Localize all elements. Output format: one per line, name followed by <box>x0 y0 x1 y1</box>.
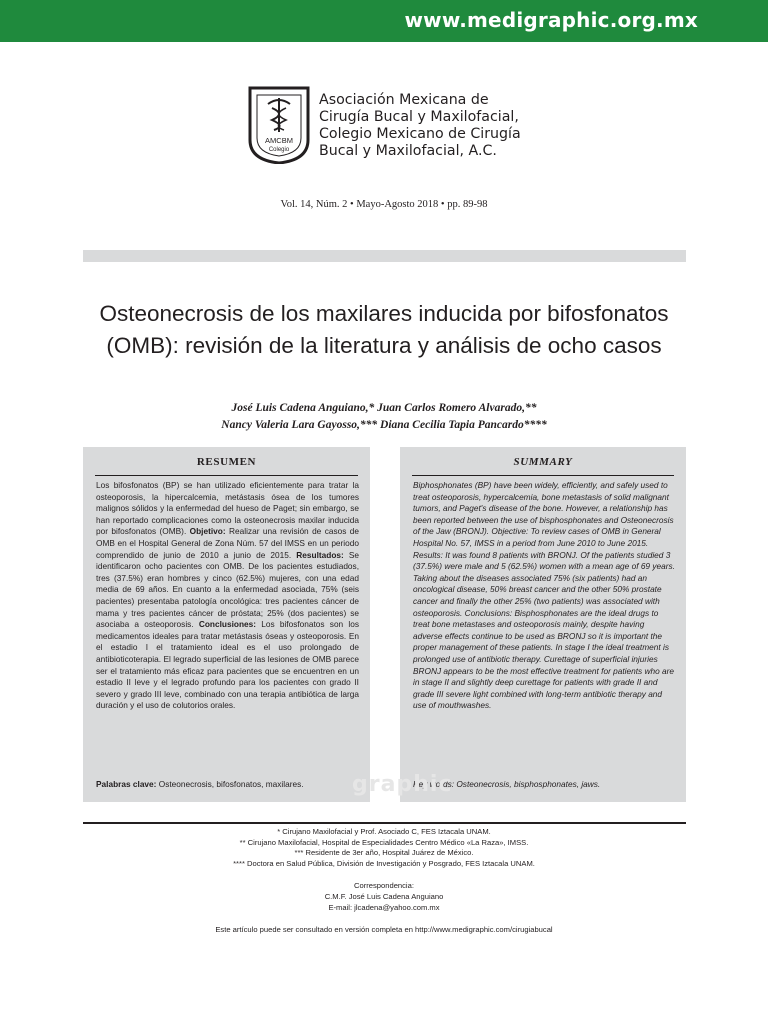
consult-note: Este artículo puede ser consultado en versión completa en http://www.medigraphic.com/cirugiabucal <box>215 925 553 934</box>
correspondence-email[interactable]: E-mail: jlcadena@yahoo.com.mx <box>328 903 440 912</box>
header-divider <box>83 250 686 262</box>
summary-text: Biphosphonates (BP) have been widely, efficiently, and safely used to treat osteoporosis, hypercalcemia, bone metastasis of solid malignant tumors, and Paget's disease of the bone. However, a relationship has been reported between the use of bisphosphonates and Osteonecrosis of the Jaw (BRONJ). Objective: To review cases of OMB in General Hospital No. 57, IMSS in a period from June 2010 to June 2015. Results: It was found 8 patients with BRONJ. Of the patients studied 3 (37.5%) were male and 5 (62.5%) women with a mean age of 69 years. Taking about the diseases associated 75% (six patients) had an oncological disease, 50% breast cancer and the other 50% prostate cancer and finally the other 25% (two patients) was associated with osteoporosis. Conclusions: Bisphosphonates are the ideal drugs to treat bone metastases and osteoporosis mainly, despite having adverse effects continue to be used as BRONJ so it is important the proper management of these patients. In stage I the ideal treatment is prolonged use of antibiotic therapy. Curettage of superficial injuries BRONJ appears to be the most effective treatment for patients who are in stage II and slightly deep curettage for patients with grade II and grade III severe light combined with long-term antibiotic therapy and use of mouthwashes. <box>413 480 675 711</box>
summary-box <box>400 447 686 802</box>
issue-info: Vol. 14, Núm. 2 • Mayo-Agosto 2018 • pp. 89-98 <box>280 199 488 210</box>
key-words: Key words: Osteonecrosis, bisphosphonates, jaws. <box>413 779 601 789</box>
palabras-clave: Palabras clave: Osteonecrosis, bifosfonatos, maxilares. <box>96 779 304 789</box>
summary-heading: SUMMARY <box>513 456 573 468</box>
authors-line: Nancy Valeria Lara Gayosso,*** Diana Cecilia Tapia Pancardo**** <box>221 419 547 431</box>
amcbm-logo <box>248 86 310 164</box>
watermark: graphic <box>352 772 453 797</box>
authors-line: José Luis Cadena Anguiano,* Juan Carlos Romero Alvarado,** <box>231 402 537 414</box>
footnote: ** Cirujano Maxilofacial, Hospital de Especialidades Centro Médico «La Raza», IMSS. <box>239 837 529 847</box>
resumen-box <box>83 447 370 802</box>
footnote: * Cirujano Maxilofacial y Prof. Asociado C, FES Iztacala UNAM. <box>277 827 491 836</box>
author-footnotes <box>84 827 684 869</box>
resumen-rule <box>95 475 358 476</box>
correspondence <box>84 880 684 913</box>
top-banner <box>0 0 768 42</box>
svg-text:Colegio: Colegio <box>268 147 290 153</box>
footnote-divider <box>83 822 686 824</box>
organization-name: Asociación Mexicana de Cirugía Bucal y Maxilofacial, Colegio Mexicano de Cirugía Bucal y Maxilofacial, A.C. <box>319 92 521 159</box>
correspondence-label: Correspondencia: <box>354 881 414 890</box>
authors <box>84 400 684 434</box>
resumen-text: Los bifosfonatos (BP) se han utilizado eficientemente para tratar la osteoporosis, la hipercalcemia, metástasis ósea de los tumores malignos sólidos y la enfermedad del hueso de Paget; sin embargo, se han reportado complicaciones como la osteonecrosis maxilar inducida por bifosfonatos (OMB). Objetivo: Realizar una revisión de casos de OMB en el Hospital General de Zona Núm. 57 del IMSS en un periodo comprendido de junio de 2010 a junio de 2015. Resultados: Se identificaron ocho pacientes con OMB. De los pacientes estudiados, tres (37.5%) eran hombres y cinco (62.5%) mujeres, con una edad media de 69 años. En cuanto a la enfermedad asociada, 75% (seis pacientes) presentaba patología oncológica: tres pacientes cáncer de mama y tres pacientes cáncer de próstata; 25% (dos pacientes) se asociaba a osteoporosis. Conclusiones: Los bifosfonatos son los medicamentos ideales para tratar metástasis óseas y osteoporosis. En el estadio I el tratamiento ideal es el uso prolongado de antibioticoterapia. El legrado superficial de las lesiones de OMB parece ser el tratamiento más eficaz para pacientes que se encuentren en un estadio II leve y el legrado profundo para los pacientes con grado II severo y grado III leve, combinado con una terapia antibiótica de larga duración y el uso de colutorios orales. <box>96 480 359 711</box>
svg-text:AMCBM: AMCBM <box>265 136 293 145</box>
article-title: Osteonecrosis de los maxilares inducida por bifosfonatos (OMB): revisión de la literatura y análisis de ocho casos <box>99 301 669 358</box>
correspondence-name: C.M.F. José Luis Cadena Anguiano <box>324 892 444 901</box>
site-url[interactable]: www.medigraphic.org.mx <box>404 8 698 32</box>
footnote: *** Residente de 3er año, Hospital Juárez de México. <box>294 848 474 858</box>
footnote: **** Doctora en Salud Pública, División de Investigación y Posgrado, FES Iztacala UNAM. <box>233 858 535 868</box>
resumen-heading: RESUMEN <box>196 456 257 468</box>
summary-rule <box>412 475 674 476</box>
